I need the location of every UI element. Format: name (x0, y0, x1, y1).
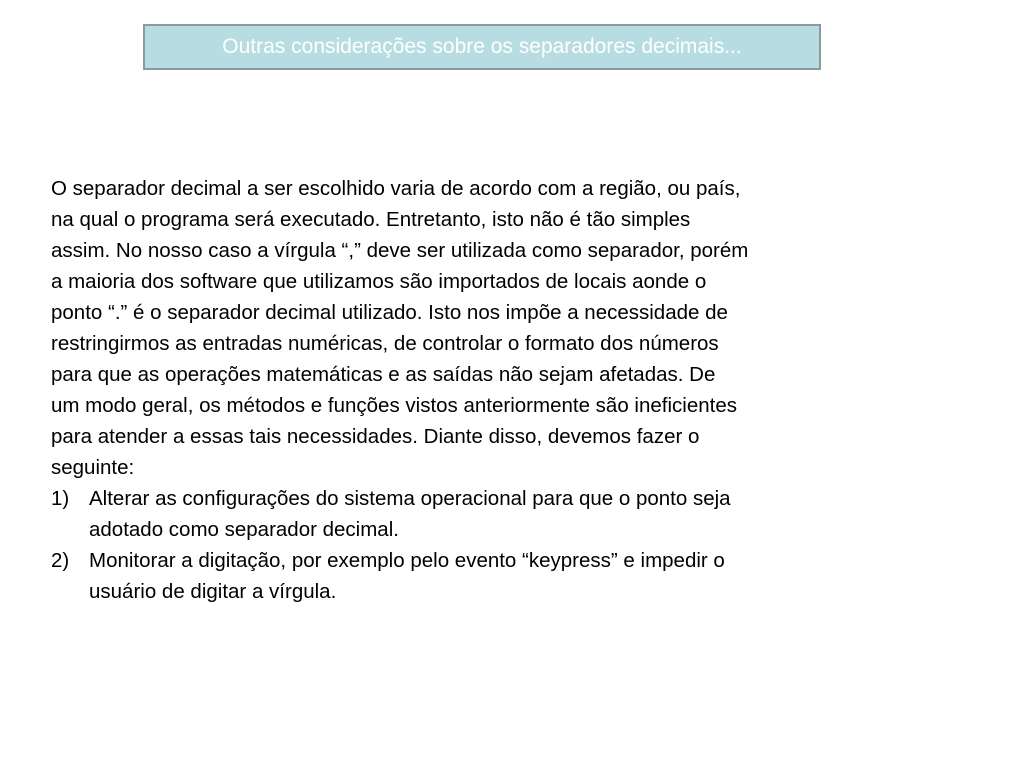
slide-title-box (143, 24, 821, 70)
numbered-list (51, 483, 931, 607)
list-item-number: 1) (51, 487, 70, 510)
body-paragraph: O separador decimal a ser escolhido varia de acordo com a região, ou país, na qual o programa será executado. Entretanto, isto não é tão simples assim. No nosso caso a vírgula “,” deve ser utilizada como separador, porém a maioria dos software que utilizamos são importados de locais aonde o ponto “.” é o separador decimal utilizado. Isto nos impõe a necessidade de restringirmos as entradas numéricas, de controlar o formato dos números para que as operações matemáticas e as saídas não sejam afetadas. De um modo geral, os métodos e funções vistos anteriormente são ineficientes para atender a essas tais necessidades. Diante disso, devemos fazer o seguinte: (51, 177, 749, 479)
list-item-number: 2) (51, 549, 70, 572)
slide-body (51, 173, 931, 607)
list-item-text: Alterar as configurações do sistema operacional para que o ponto seja adotado como separador decimal. (89, 487, 731, 541)
slide-title: Outras considerações sobre os separadores decimais... (222, 35, 742, 58)
list-item (51, 483, 931, 545)
list-item-text: Monitorar a digitação, por exemplo pelo evento “keypress” e impedir o usuário de digitar a vírgula. (89, 549, 725, 603)
list-item (51, 545, 931, 607)
